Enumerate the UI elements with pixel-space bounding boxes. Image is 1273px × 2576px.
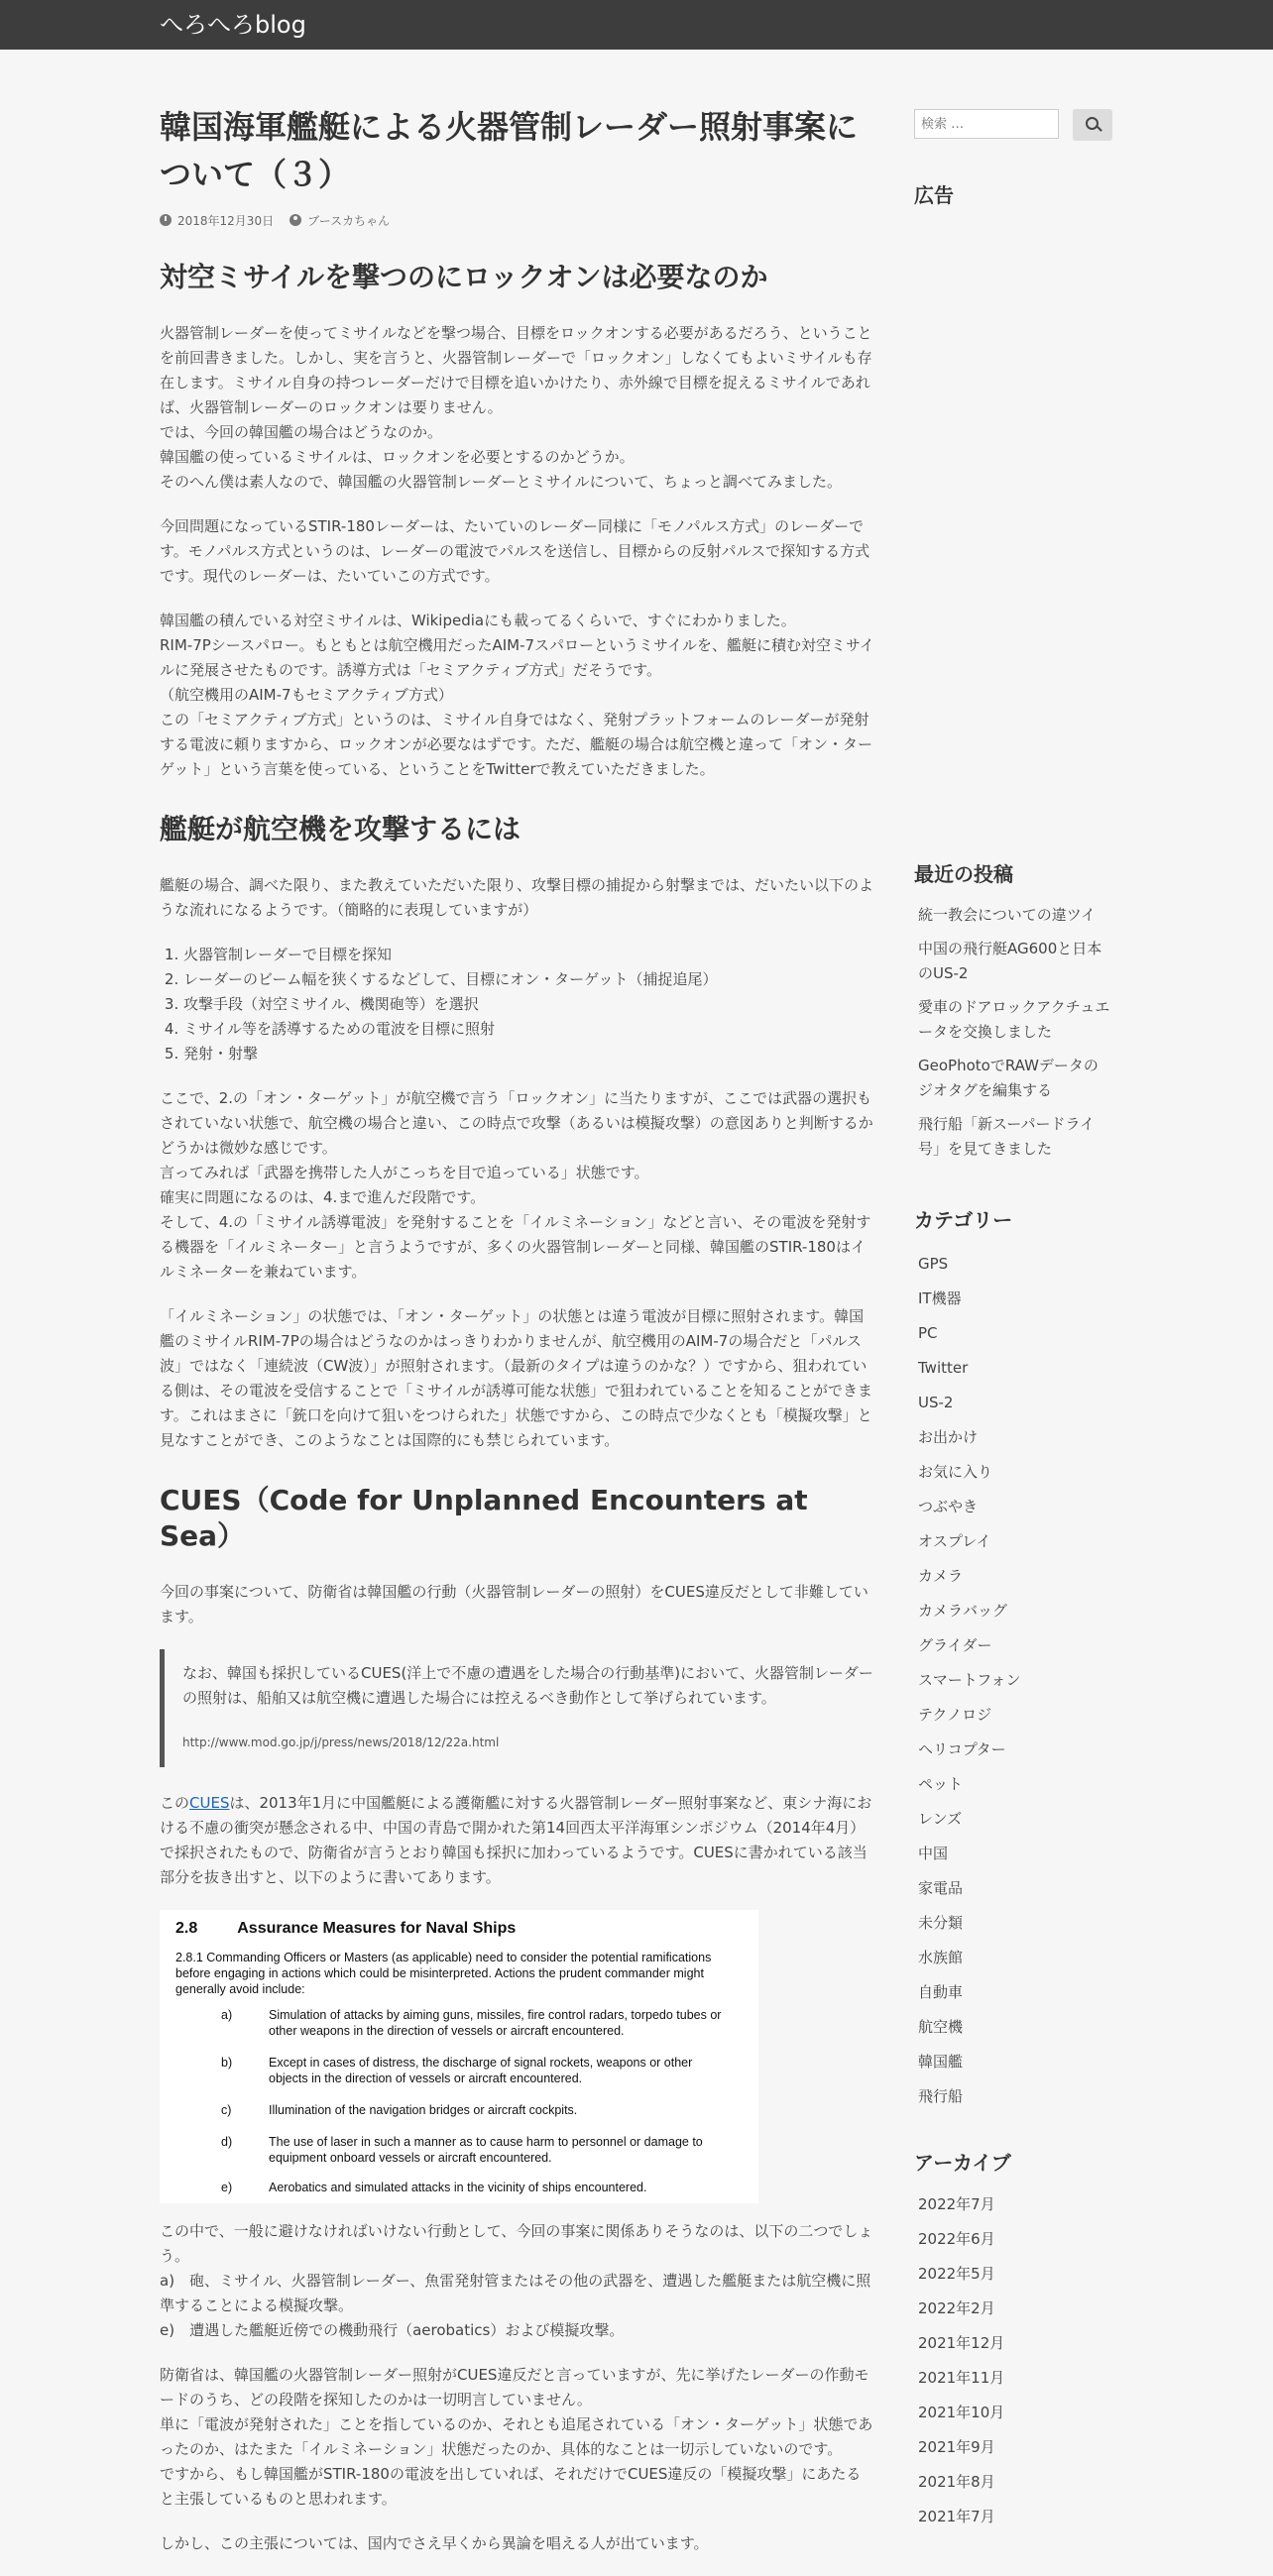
category-link[interactable]: オスプレイ	[918, 1532, 991, 1550]
category-link[interactable]: PC	[918, 1324, 938, 1342]
search-button[interactable]	[1073, 109, 1112, 141]
category-link[interactable]: テクノロジ	[918, 1706, 992, 1724]
archive-link[interactable]: 2022年7月	[918, 2195, 995, 2213]
recent-posts-heading: 最近の投稿	[914, 862, 1013, 886]
paragraph: このCUESは、2013年1月に中国艦艇による護衛艦に対する火器管制レーダー照射事案など、東シナ海における不慮の衝突が懸念される中、中国の青島で開かれた第14回西太平洋海軍シンポジウム（2014年4月）で採択されたもので、防衛省が言うとおり韓国も採択に加わっているようです。CUESに書かれている該当部分を抜き出すと、以下のように書いてあります。	[160, 1794, 872, 1886]
category-link[interactable]: US-2	[918, 1394, 954, 1411]
category-link[interactable]: お気に入り	[918, 1463, 993, 1481]
list-item: 3. 攻撃手段（対空ミサイル、機関砲等）を選択	[183, 992, 875, 1017]
archive-link[interactable]: 2021年7月	[918, 2508, 995, 2525]
quote-text: なお、韓国も採択しているCUES(洋上で不慮の遭遇をした場合の行動基準)において、火器管制レーダーの照射は、船舶又は航空機に遭遇した場合には控えるべき動作として挙げられています。	[182, 1664, 873, 1707]
paragraph: しかし、この主張については、国内でさえ早くから異論を唱える人が出ています。	[160, 2534, 709, 2552]
list-item: 4. ミサイル等を誘導するための電波を目標に照射	[183, 1017, 875, 1042]
paragraph: 今回の事案について、防衛省は韓国艦の行動（火器管制レーダーの照射）をCUES違反だとして非難しています。	[160, 1583, 868, 1625]
ad-heading: 広告	[914, 183, 954, 207]
paragraph: 「イルミネーション」の状態では、「オン・ターゲット」の状態とは違う電波が目標に照射されます。韓国艦のミサイルRIM-7Pの場合はどうなのかはっきりわかりませんが、航空機用のAIM-7の場合だと「パルス波」ではなく「連続波（CW波）」が照射されます。（最新のタイプは違うのかな？）ですから、狙われている側は、その電波を受信することで「ミサイルが誘導可能な状態」で狙われていることを知ることができます。これはまさに「銃口を向けて狙いをつけられた」状態ですから、この時点で少なくとも「模擬攻撃」と見なすことができ、このようなことは国際的にも禁じられています。	[160, 1307, 872, 1449]
list-item: 5. 発射・射撃	[183, 1042, 875, 1066]
category-link[interactable]: グライダー	[918, 1636, 992, 1654]
section-heading-ship-attack: 艦艇が航空機を攻撃するには	[160, 813, 521, 845]
category-link[interactable]: カメラ	[918, 1567, 964, 1585]
section-heading-lockon: 対空ミサイルを撃つのにロックオンは必要なのか	[160, 261, 768, 293]
paragraph: 防衛省は、韓国艦の火器管制レーダー照射がCUES違反だと言っていますが、先に挙げたレーダーの作動モードのうち、どの段階を探知したのかは一切明言していません。 単に「電波が発射された」ことを指しているのか、それとも追尾されている「オン・ターゲット」状態であったのか、はたまた「イルミネーション」状態だったのか、具体的なことは一切示していないのです。 ですから、もし韓国艦がSTIR-180の電波を出していれば、それだけでCUES違反の「模擬攻撃」にあたると主張しているものと思われます。	[160, 2366, 873, 2508]
category-link[interactable]: 未分類	[918, 1914, 964, 1932]
paragraph: この中で、一般に避けなければいけない行動として、今回の事案に関係ありそうなのは、以下の二つでしょう。 a) 砲、ミサイル、火器管制レーダー、魚雷発射管またはその他の武器を、遭遇した艦艇または航空機に照準することによる模擬攻撃。 e) 遭遇した艦艇近傍での機動飛行（aerobatics）および模擬攻撃。	[160, 2222, 873, 2339]
cues-link[interactable]: CUES	[189, 1794, 230, 1812]
category-link[interactable]: GPS	[918, 1255, 949, 1273]
archive-list	[918, 2192, 1112, 2539]
site-title-link[interactable]: へろへろblog	[160, 11, 306, 39]
post-meta	[160, 210, 875, 230]
category-link[interactable]: お出かけ	[918, 1428, 979, 1446]
list-item: 2. レーダーのビーム幅を狭くするなどして、目標にオン・ターゲット（捕捉追尾）	[183, 967, 875, 992]
category-link[interactable]: カメラバッグ	[918, 1602, 1008, 1620]
clock-icon	[160, 214, 172, 226]
category-link[interactable]: レンズ	[918, 1810, 963, 1828]
recent-post-link[interactable]: 統一教会についての違ツイ	[918, 906, 1096, 924]
archive-link[interactable]: 2021年9月	[918, 2438, 995, 2456]
post-author[interactable]: ブースカちゃん	[307, 213, 391, 228]
archive-link[interactable]: 2021年11月	[918, 2369, 1005, 2387]
archive-link[interactable]: 2022年5月	[918, 2265, 995, 2283]
steps-list	[160, 943, 875, 1066]
category-list	[918, 1252, 1112, 2119]
search-icon	[1086, 117, 1099, 130]
paragraph: 艦艇の場合、調べた限り、また教えていただいた限り、攻撃目標の捕捉から射撃までは、だいたい以下のような流れになるようです。（簡略的に表現していますが）	[160, 876, 874, 919]
category-link[interactable]: 飛行船	[918, 2087, 964, 2105]
category-link[interactable]: 中国	[918, 1845, 949, 1862]
archive-link[interactable]: 2022年2月	[918, 2299, 995, 2317]
category-link[interactable]: 水族館	[918, 1949, 964, 1966]
recent-post-link[interactable]: GeoPhotoでRAWデータのジオタグを編集する	[918, 1057, 1099, 1099]
doc-heading: 2.8 Assurance Measures for Naval Ships	[175, 1920, 517, 1937]
post-title: 韓国海軍艦艇による火器管制レーダー照射事案について（３）	[160, 108, 859, 193]
category-link[interactable]: つぶやき	[918, 1498, 979, 1515]
blockquote	[160, 1649, 875, 1767]
archive-link[interactable]: 2022年6月	[918, 2230, 995, 2248]
top-bar	[0, 0, 1273, 50]
list-item: 1. 火器管制レーダーで目標を探知	[183, 943, 875, 967]
category-link[interactable]: ペット	[918, 1775, 964, 1793]
archive-link[interactable]: 2021年12月	[918, 2334, 1005, 2352]
recent-post-link[interactable]: 中国の飛行艇AG600と日本のUS-2	[918, 940, 1102, 982]
post-date[interactable]: 2018年12月30日	[177, 213, 275, 228]
paragraph: 火器管制レーダーを使ってミサイルなどを撃つ場合、目標をロックオンする必要があるだろう、ということを前回書きました。しかし、実を言うと、火器管制レーダーで「ロックオン」しなくてもよいミサイルも存在します。ミサイル自身の持つレーダーだけで目標を追いかけたり、赤外線で目標を捉えるミサイルであれば、火器管制レーダーのロックオンは要りません。 では、今回の韓国艦の場合はどうなのか。 韓国艦の使っているミサイルは、ロックオンを必要とするのかどうか。 そのへん僕は素人なので、韓国艦の火器管制レーダーとミサイルについて、ちょっと調べてみました。	[160, 324, 872, 491]
doc-intro: 2.8.1 Commanding Officers or Masters (as applicable) need to consider the potential ramifications before engaging in actions which could be misinterpreted. Actions the prudent commander might generally avoid include:	[175, 1951, 712, 1996]
category-link[interactable]: ヘリコプター	[918, 1740, 1006, 1758]
category-link[interactable]: 自動車	[918, 1983, 964, 2001]
category-link[interactable]: スマートフォン	[918, 1671, 1021, 1689]
archive-link[interactable]: 2021年10月	[918, 2404, 1005, 2421]
user-icon	[289, 214, 301, 226]
paragraph: 今回問題になっているSTIR-180レーダーは、たいていのレーダー同様に「モノパルス方式」のレーダーです。モノパルス方式というのは、レーダーの電波でパルスを送信し、目標からの反射パルスで探知する方式です。現代のレーダーは、たいていこの方式です。	[160, 517, 870, 585]
paragraph: ここで、2.の「オン・ターゲット」が航空機で言う「ロックオン」に当たりますが、ここでは武器の選択もされていない状態で、航空機の場合と違い、この時点で攻撃（あるいは模擬攻撃）の意図ありと判断するかどうかは微妙な感じです。 言ってみれば「武器を携帯した人がこっちを目で追っている」状態です。 確実に問題になるのは、4.まで進んだ段階です。 そして、4.の「ミサイル誘導電波」を発射することを「イルミネーション」などと言い、その電波を発射する機器を「イルミネーター」と言うようですが、多くの火器管制レーダーと同様、韓国艦のSTIR-180はイルミネーターを兼ねています。	[160, 1089, 873, 1281]
quote-source: http://www.mod.go.jp/j/press/news/2018/12/22a.html	[182, 1736, 500, 1749]
category-link[interactable]: 韓国艦	[918, 2053, 964, 2071]
search-input[interactable]	[914, 109, 1059, 139]
paragraph: 韓国艦の積んでいる対空ミサイルは、Wikipediaにも載ってるくらいで、すぐにわかりました。 RIM-7Pシースパロー。もともとは航空機用だったAIM-7スパローというミサイルを、艦艇に積む対空ミサイルに発展させたものです。誘導方式は「セミアクティブ方式」だそうです。 （航空機用のAIM-7もセミアクティブ方式） この「セミアクティブ方式」というのは、ミサイル自身ではなく、発射プラットフォームのレーダーが発射する電波に頼りますから、ロックオンが必要なはずです。ただ、艦艇の場合は航空機と違って「オン・ターゲット」という言葉を使っている、ということをTwitterで教えていただきました。	[160, 612, 874, 778]
main-content	[160, 103, 875, 2576]
section-heading-cues: CUES（Code for Unplanned Encounters at Sea）	[160, 1484, 808, 1552]
category-heading: カテゴリー	[914, 1208, 1013, 1232]
recent-post-link[interactable]: 飛行船「新スーパードライ号」を見てきました	[918, 1115, 1096, 1158]
cues-document-image: 2.8 Assurance Measures for Naval Ships 2.8.1 Commanding Officers or Masters (as applicable) need to consider the potential ramifications before engaging in actions which could be misinterpreted. Actions the prudent commander might generally avoid include: a) Simulation of attacks by aiming guns, missiles, fire control radars, torpedo tubes or other weapons in the direction of vessels or aircraft encountered. b) Except in cases of distress, the discharge of signal rockets, weapons or other objects in the direction of vessels or aircraft encountered. c) Illumination of the navigation bridges or aircraft cockpits. d) The use of laser in such a manner as to cause harm to personnel or damage to equipment onboard vessels or aircraft encountered. e) Aerobatics and simulated attacks in the vicinity of ships encountered.	[160, 1910, 758, 2203]
recent-post-link[interactable]: 愛車のドアロックアクチュエータを交換しました	[918, 998, 1110, 1041]
category-link[interactable]: 航空機	[918, 2018, 964, 2036]
archive-link[interactable]: 2021年8月	[918, 2473, 995, 2491]
category-link[interactable]: IT機器	[918, 1289, 962, 1307]
archive-heading: アーカイブ	[914, 2151, 1011, 2175]
category-link[interactable]: Twitter	[918, 1359, 969, 1377]
recent-posts-list	[918, 903, 1112, 1171]
category-link[interactable]: 家電品	[918, 1879, 964, 1897]
